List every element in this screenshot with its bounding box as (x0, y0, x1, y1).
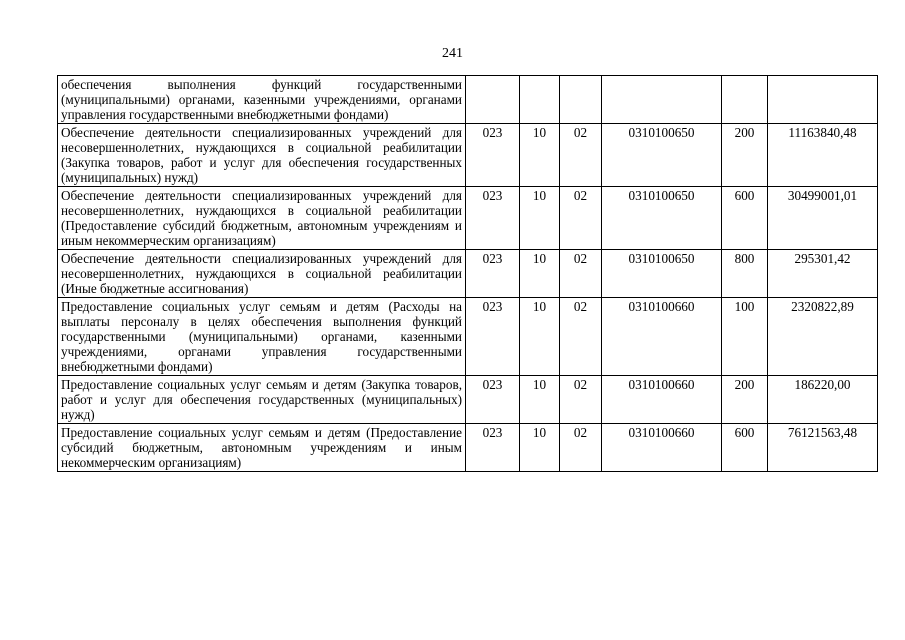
row-description: Обеспечение деятельности специализированных учреждений для несовершеннолетних, нуждающихся в социальной реабилитации (Иные бюджетные ассигнования) (58, 250, 466, 298)
row-section-code: 10 (520, 424, 560, 472)
row-ved-code: 023 (466, 124, 520, 187)
row-target-code: 0310100650 (602, 124, 722, 187)
row-target-code: 0310100660 (602, 376, 722, 424)
row-subsection-code: 02 (560, 187, 602, 250)
budget-table (57, 75, 878, 472)
row-section-code: 10 (520, 250, 560, 298)
row-ved-code: 023 (466, 424, 520, 472)
row-ved-code: 023 (466, 250, 520, 298)
row-sum: 186220,00 (768, 376, 878, 424)
row-subsection-code: 02 (560, 424, 602, 472)
row-subsection-code: 02 (560, 376, 602, 424)
row-expense-type: 100 (722, 298, 768, 376)
row-description: Предоставление социальных услуг семьям и детям (Предоставление субсидий бюджетным, автономным учреждениям и иным некоммерческим организациям) (58, 424, 466, 472)
row-section-code: 10 (520, 124, 560, 187)
row-section-code: 10 (520, 376, 560, 424)
row-sum: 76121563,48 (768, 424, 878, 472)
row-ved-code: 023 (466, 187, 520, 250)
row-subsection-code (560, 76, 602, 124)
row-sum: 295301,42 (768, 250, 878, 298)
row-section-code: 10 (520, 298, 560, 376)
row-expense-type: 200 (722, 376, 768, 424)
table-row (58, 424, 878, 472)
row-description: Предоставление социальных услуг семьям и детям (Закупка товаров, работ и услуг для обеспечения государственных (муниципальных) нужд) (58, 376, 466, 424)
row-target-code: 0310100650 (602, 187, 722, 250)
row-target-code: 0310100650 (602, 250, 722, 298)
row-target-code (602, 76, 722, 124)
row-description: Обеспечение деятельности специализированных учреждений для несовершеннолетних, нуждающихся в социальной реабилитации (Закупка товаров, работ и услуг для обеспечения государственных (муниципальных) нужд) (58, 124, 466, 187)
table-row (58, 124, 878, 187)
row-expense-type: 200 (722, 124, 768, 187)
row-ved-code: 023 (466, 298, 520, 376)
table-row (58, 376, 878, 424)
row-target-code: 0310100660 (602, 298, 722, 376)
page-number: 241 (442, 46, 463, 61)
row-description: Предоставление социальных услуг семьям и детям (Расходы на выплаты персоналу в целях обеспечения выполнения функций государственными (муниципальными) органами, казенными учреждениями, органами управления государственными внебюджетными фондами) (58, 298, 466, 376)
row-ved-code (466, 76, 520, 124)
row-target-code: 0310100660 (602, 424, 722, 472)
row-section-code: 10 (520, 187, 560, 250)
row-sum (768, 76, 878, 124)
row-expense-type: 600 (722, 187, 768, 250)
table-row (58, 187, 878, 250)
row-subsection-code: 02 (560, 298, 602, 376)
row-subsection-code: 02 (560, 250, 602, 298)
row-sum: 30499001,01 (768, 187, 878, 250)
row-expense-type: 800 (722, 250, 768, 298)
row-ved-code: 023 (466, 376, 520, 424)
table-row (58, 76, 878, 124)
row-sum: 2320822,89 (768, 298, 878, 376)
row-section-code (520, 76, 560, 124)
row-expense-type: 600 (722, 424, 768, 472)
table-row (58, 298, 878, 376)
row-description: Обеспечение деятельности специализированных учреждений для несовершеннолетних, нуждающихся в социальной реабилитации (Предоставление субсидий бюджетным, автономным учреждениям и иным некоммерческим организациям) (58, 187, 466, 250)
row-expense-type (722, 76, 768, 124)
row-description: обеспечения выполнения функций государственными (муниципальными) органами, казенными учреждениями, органами управления государственными внебюджетными фондами) (58, 76, 466, 124)
row-sum: 11163840,48 (768, 124, 878, 187)
table-row (58, 250, 878, 298)
row-subsection-code: 02 (560, 124, 602, 187)
